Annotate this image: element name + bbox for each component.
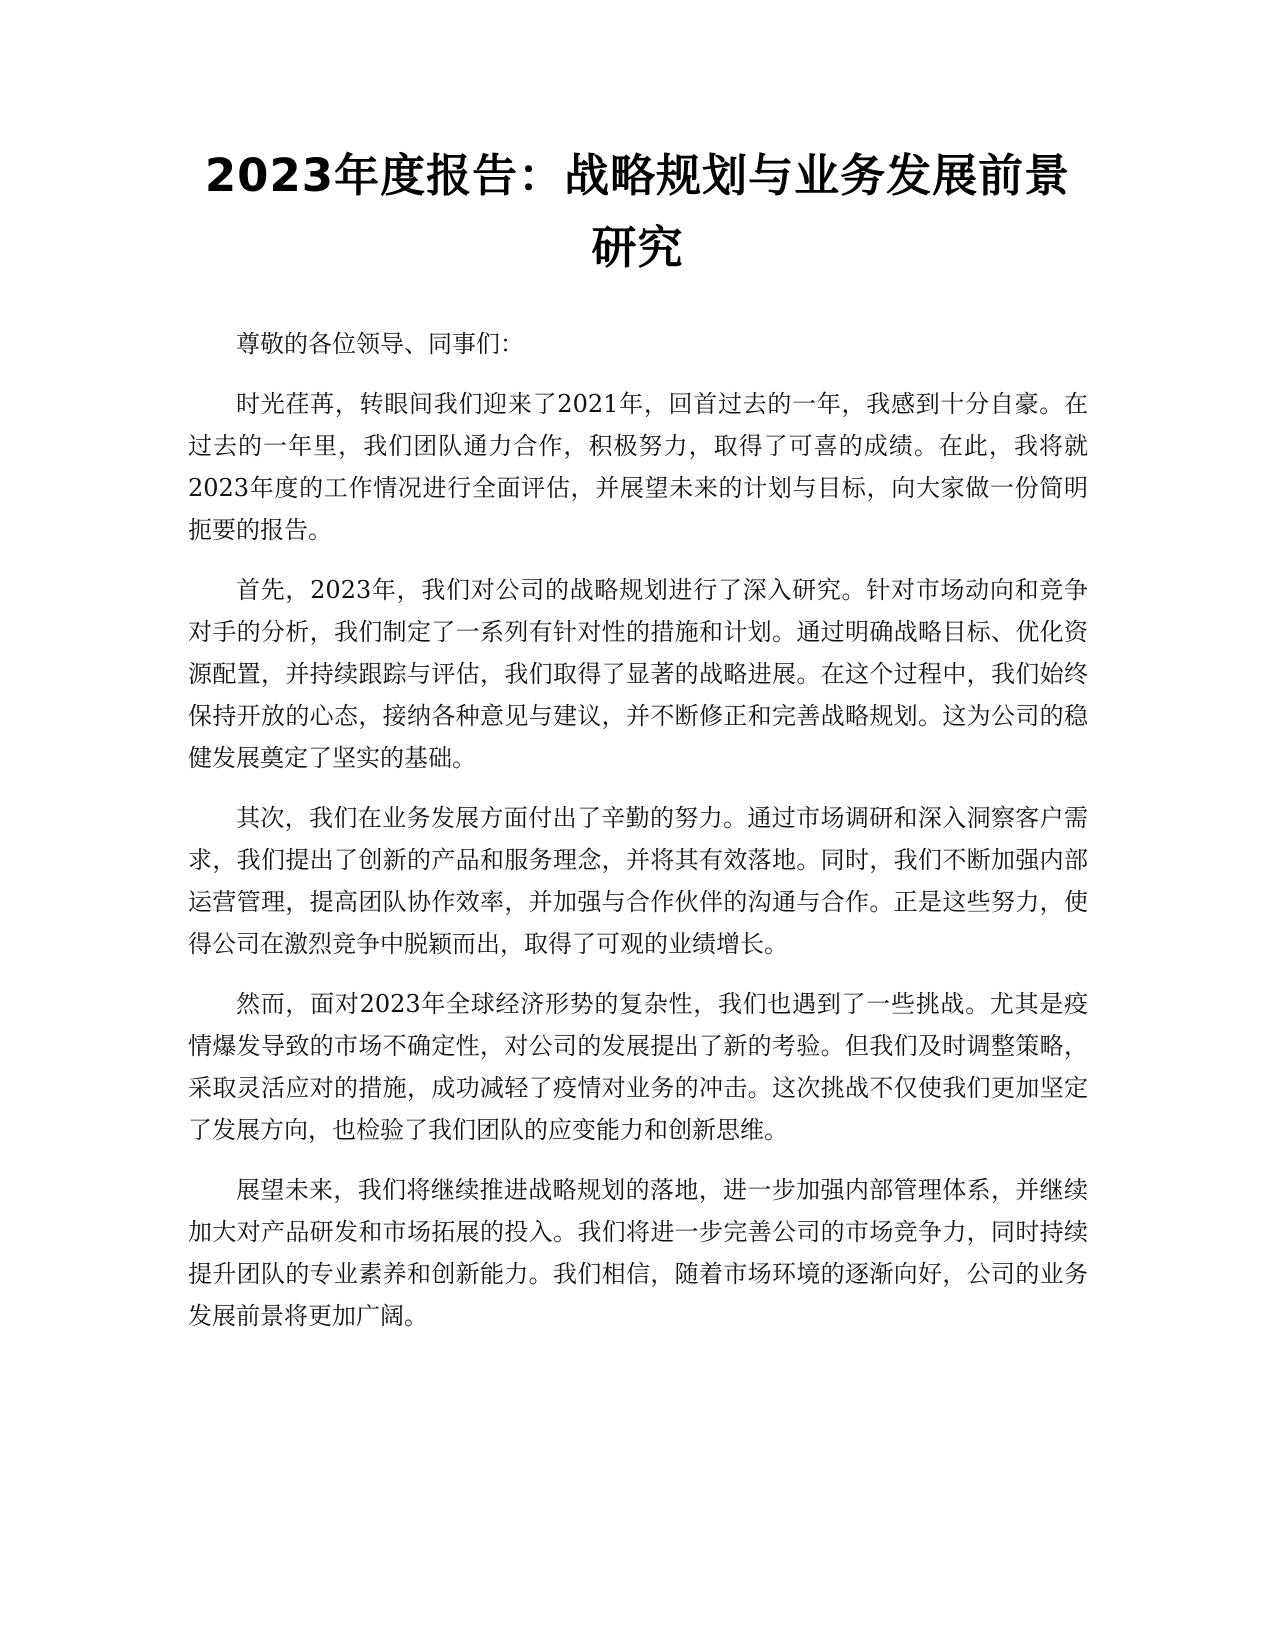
document-title: 2023年度报告：战略规划与业务发展前景研究: [204, 149, 1071, 274]
paragraph-2: 首先，2023年，我们对公司的战略规划进行了深入研究。针对市场动向和竞争对手的分析，我们制定了一系列有针对性的措施和计划。通过明确战略目标、优化资源配置，并持续跟踪与评估，我们取得了显著的战略进展。在这个过程中，我们始终保持开放的心态，接纳各种意见与建议，并不断修正和完善战略规划。这为公司的稳健发展奠定了坚实的基础。: [188, 576, 1088, 772]
paragraph-4: 然而，面对2023年全球经济形势的复杂性，我们也遇到了一些挑战。尤其是疫情爆发导致的市场不确定性，对公司的发展提出了新的考验。但我们及时调整策略，采取灵活应对的措施，成功减轻了疫情对业务的冲击。这次挑战不仅使我们更加坚定了发展方向，也检验了我们团队的应变能力和创新思维。: [188, 990, 1088, 1144]
paragraph-1: 时光荏苒，转眼间我们迎来了2021年，回首过去的一年，我感到十分自豪。在过去的一年里，我们团队通力合作，积极努力，取得了可喜的成绩。在此，我将就2023年度的工作情况进行全面评估，并展望未来的计划与目标，向大家做一份简明扼要的报告。: [188, 390, 1088, 544]
document-body: [188, 323, 1088, 1355]
paragraph-3: 其次，我们在业务发展方面付出了辛勤的努力。通过市场调研和深入洞察客户需求，我们提出了创新的产品和服务理念，并将其有效落地。同时，我们不断加强内部运营管理，提高团队协作效率，并加强与合作伙伴的沟通与合作。正是这些努力，使得公司在激烈竞争中脱颖而出，取得了可观的业绩增长。: [188, 804, 1088, 958]
salutation: 尊敬的各位领导、同事们：: [236, 330, 524, 358]
paragraph-5: 展望未来，我们将继续推进战略规划的落地，进一步加强内部管理体系，并继续加大对产品研发和市场拓展的投入。我们将进一步完善公司的市场竞争力，同时持续提升团队的专业素养和创新能力。我们相信，随着市场环境的逐渐向好，公司的业务发展前景将更加广阔。: [188, 1176, 1088, 1330]
